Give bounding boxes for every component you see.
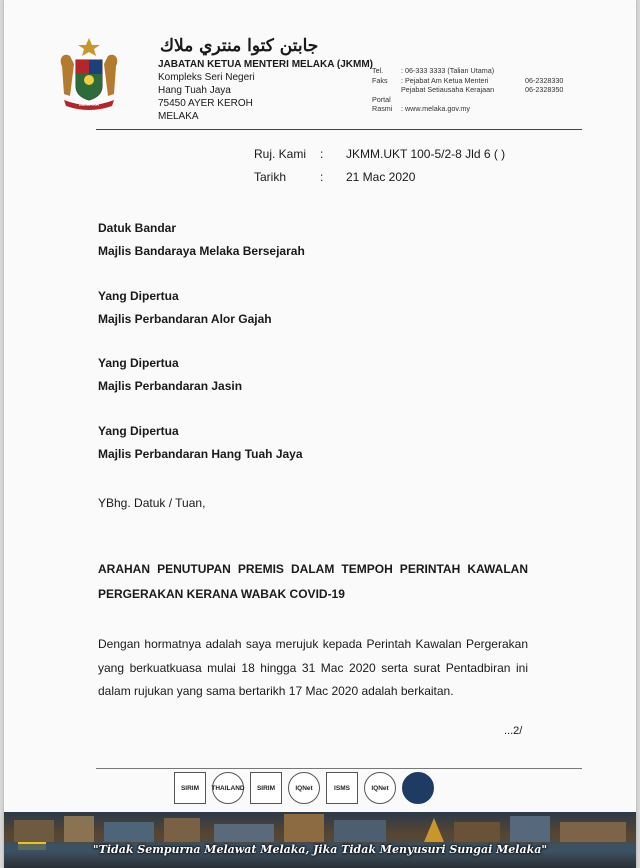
footer-motto: "Tidak Sempurna Melawat Melaka, Jika Tidak Menyusuri Sungai Melaka" (92, 843, 548, 856)
contact-value: : www.melaka.gov.my (401, 104, 470, 114)
footer-banner (4, 812, 636, 868)
addressee-org: Majlis Perbandaran Hang Tuah Jaya (98, 447, 303, 461)
contact-label: Faks (372, 75, 388, 85)
addressee-org: Majlis Perbandaran Jasin (98, 379, 243, 393)
contact-number (525, 66, 565, 76)
crest-motto: MELAKA (78, 102, 100, 108)
reference-block (254, 143, 505, 189)
addressee-title: Yang Dipertua (98, 356, 179, 370)
addressee (98, 352, 242, 398)
letterhead-address-block (158, 58, 373, 123)
contact-row (372, 95, 565, 105)
subject-line: PERGERAKAN KERANA WABAK COVID-19 (98, 587, 345, 601)
page-continuation: ...2/ (504, 725, 523, 737)
address-line: 75450 AYER KEROH (158, 98, 253, 109)
addressee (98, 420, 303, 466)
contact-value: Pejabat Setiausaha Kerajaan (401, 85, 495, 95)
contact-number: 06-2328330 (525, 75, 564, 85)
certification-badge: ISMS (326, 772, 358, 804)
contact-label: Rasmi (372, 104, 393, 114)
address-line: Hang Tuah Jaya (158, 85, 231, 96)
certification-badges (174, 772, 434, 804)
reference-colon: : (320, 147, 324, 161)
certification-badge: THAILAND (212, 772, 244, 804)
letter-date: 21 Mac 2020 (346, 170, 416, 184)
address-line: Kompleks Seri Negeri (158, 72, 255, 83)
body-paragraph: Dengan hormatnya adalah saya merujuk kepada Perintah Kawalan Pergerakan yang berkuatkuasa mulai 18 hingga 31 Mac 2020 serta surat Pentadbiran ini dalam rujukan yang sama bertarikh 17 Mac 2020 adalah berkaitan. (98, 637, 528, 698)
org-name-jawi: جابتن كتوا منتري ملاك (160, 36, 319, 56)
contact-number (525, 104, 565, 114)
contact-row (372, 104, 565, 114)
contact-row (372, 76, 565, 86)
melaka-crest-icon (56, 36, 122, 110)
contact-number (525, 95, 565, 105)
certification-badge: SIRIM (174, 772, 206, 804)
letterhead-divider (96, 129, 582, 130)
addressee-title: Datuk Bandar (98, 221, 177, 235)
reference-number: JKMM.UKT 100-5/2-8 Jld 6 ( ) (346, 147, 506, 161)
contact-row (372, 66, 565, 76)
contact-label: Tel. (372, 66, 384, 75)
letter-page (4, 0, 636, 868)
contact-row (372, 85, 565, 95)
certification-badge: IQNet (288, 772, 320, 804)
addressee (98, 285, 272, 331)
addressee-title: Yang Dipertua (98, 424, 179, 438)
addressee-title: Yang Dipertua (98, 289, 179, 303)
addressee (98, 217, 305, 263)
subject-line: ARAHAN PENUTUPAN PREMIS DALAM TEMPOH PERINTAH KAWALAN (98, 562, 528, 576)
certification-badge (402, 772, 434, 804)
date-colon: : (320, 170, 324, 184)
date-label: Tarikh (254, 170, 287, 184)
salutation: YBhg. Datuk / Tuan, (98, 496, 206, 510)
contact-value: : 06-333 3333 (Talian Utama) (401, 66, 495, 75)
footer-divider (96, 768, 582, 769)
certification-badge: SIRIM (250, 772, 282, 804)
letter-subject (98, 557, 528, 607)
contact-value (401, 95, 525, 105)
certification-badge: IQNet (364, 772, 396, 804)
addressee-org: Majlis Bandaraya Melaka Bersejarah (98, 244, 305, 258)
reference-row (254, 143, 505, 166)
contact-block (372, 66, 565, 114)
contact-label (372, 85, 401, 95)
org-name: JABATAN KETUA MENTERI MELAKA (JKMM) (158, 59, 373, 70)
contact-number: 06-2328350 (525, 85, 564, 95)
contact-value: : Pejabat Am Ketua Menteri (401, 75, 489, 85)
address-line: MELAKA (158, 111, 199, 122)
reference-label: Ruj. Kami (254, 147, 307, 161)
contact-label: Portal (372, 94, 391, 104)
date-row (254, 166, 505, 189)
addressee-org: Majlis Perbandaran Alor Gajah (98, 312, 272, 326)
